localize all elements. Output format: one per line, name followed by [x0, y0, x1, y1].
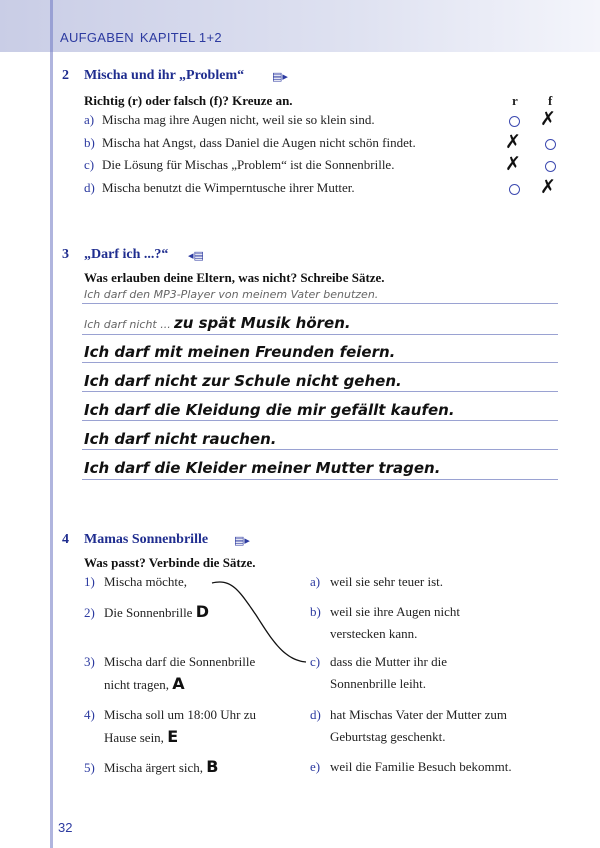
- item-text: weil die Familie Besuch bekommt.: [330, 759, 512, 774]
- item-number: 5): [84, 760, 95, 775]
- item-text: Hause sein,: [104, 730, 164, 745]
- item-number: 2): [84, 605, 95, 620]
- handwritten-answer[interactable]: Ich darf die Kleider meiner Mutter tragen.: [84, 459, 441, 477]
- row-text: Mischa benutzt die Wimperntusche ihrer Mutter.: [102, 180, 355, 195]
- audio-icon: ◂▤: [188, 249, 204, 262]
- item-text: Geburtstag geschenkt.: [330, 729, 446, 744]
- handwritten-answer[interactable]: Ich darf die Kleidung die mir gefällt kaufen.: [84, 401, 455, 419]
- handwritten-answer[interactable]: Ich darf nicht rauchen.: [84, 430, 277, 448]
- item-number: 1): [84, 574, 95, 589]
- row-letter: d): [84, 180, 95, 195]
- book-reference-icon: ▤▸: [234, 534, 250, 547]
- item-letter: c): [310, 654, 321, 669]
- item-text: verstecken kann.: [330, 626, 418, 641]
- ex4-number: 4: [62, 532, 69, 547]
- item-text: Mischa möchte,: [104, 574, 188, 589]
- ex2-number: 2: [62, 68, 69, 83]
- cross-mark-a-f[interactable]: ✗: [540, 108, 556, 130]
- row-letter: c): [84, 157, 95, 172]
- header-chapter: KAPITEL 1+2: [139, 30, 222, 45]
- item-letter: d): [310, 707, 321, 722]
- item-text: nicht tragen,: [104, 677, 169, 692]
- item-text: Mischa darf die Sonnenbrille: [104, 654, 256, 669]
- item-text: Die Sonnenbrille: [104, 605, 193, 620]
- handwritten-answer[interactable]: Ich darf mit meinen Freunden feiern.: [84, 343, 396, 361]
- book-reference-icon: ▤▸: [272, 70, 288, 83]
- row-text: Die Lösung für Mischas „Problem“ ist die Sonnenbrille.: [102, 157, 395, 172]
- item-text: dass die Mutter ihr die: [330, 654, 447, 669]
- item-number: 4): [84, 707, 95, 722]
- item-letter: e): [310, 759, 321, 774]
- row-letter: a): [84, 112, 95, 127]
- item-text: weil sie sehr teuer ist.: [330, 574, 443, 589]
- ex4-instruction: Was passt? Verbinde die Sätze.: [84, 555, 256, 570]
- col-r-header: r: [512, 93, 518, 108]
- row-text: Mischa hat Angst, dass Daniel die Augen nicht schön findet.: [102, 135, 416, 150]
- item-letter: a): [310, 574, 321, 589]
- item-text: Mischa ärgert sich,: [104, 760, 204, 775]
- ex2-instruction: Richtig (r) oder falsch (f)? Kreuze an.: [84, 93, 293, 108]
- ex3-title: „Darf ich ...?“: [84, 247, 169, 262]
- ex3-example: Ich darf den MP3-Player von meinem Vater benutzen.: [84, 288, 379, 301]
- item-text: Sonnenbrille leiht.: [330, 676, 427, 691]
- cross-mark-b-r[interactable]: ✗: [505, 131, 521, 153]
- col-f-header: f: [548, 93, 553, 108]
- header-section: AUFGABEN: [60, 30, 134, 45]
- ex3-prompt: Ich darf nicht ...: [84, 318, 171, 331]
- item-letter: b): [310, 604, 321, 619]
- item-text: weil sie ihre Augen nicht: [330, 604, 460, 619]
- handwritten-answer: zu spät Musik hören.: [173, 314, 351, 332]
- ex3-number: 3: [62, 247, 69, 262]
- item-text: Mischa soll um 18:00 Uhr zu: [104, 707, 257, 722]
- handwritten-answer[interactable]: A: [172, 674, 185, 693]
- row-letter: b): [84, 135, 95, 150]
- ex2-title: Mischa und ihr „Problem“: [84, 68, 245, 83]
- row-text: Mischa mag ihre Augen nicht, weil sie so klein sind.: [102, 112, 375, 127]
- page-number: 32: [58, 820, 73, 835]
- ex4-title: Mamas Sonnenbrille: [84, 532, 209, 547]
- ex3-instruction: Was erlauben deine Eltern, was nicht? Schreibe Sätze.: [84, 270, 385, 285]
- handwritten-answer[interactable]: B: [206, 757, 219, 776]
- item-text: hat Mischas Vater der Mutter zum: [330, 707, 508, 722]
- handwritten-answer[interactable]: E: [167, 727, 179, 746]
- handwritten-answer[interactable]: Ich darf nicht zur Schule nicht gehen.: [84, 372, 402, 390]
- item-number: 3): [84, 654, 95, 669]
- cross-mark-d-f[interactable]: ✗: [540, 176, 556, 198]
- handwritten-answer[interactable]: D: [195, 602, 209, 621]
- cross-mark-c-r[interactable]: ✗: [505, 153, 521, 175]
